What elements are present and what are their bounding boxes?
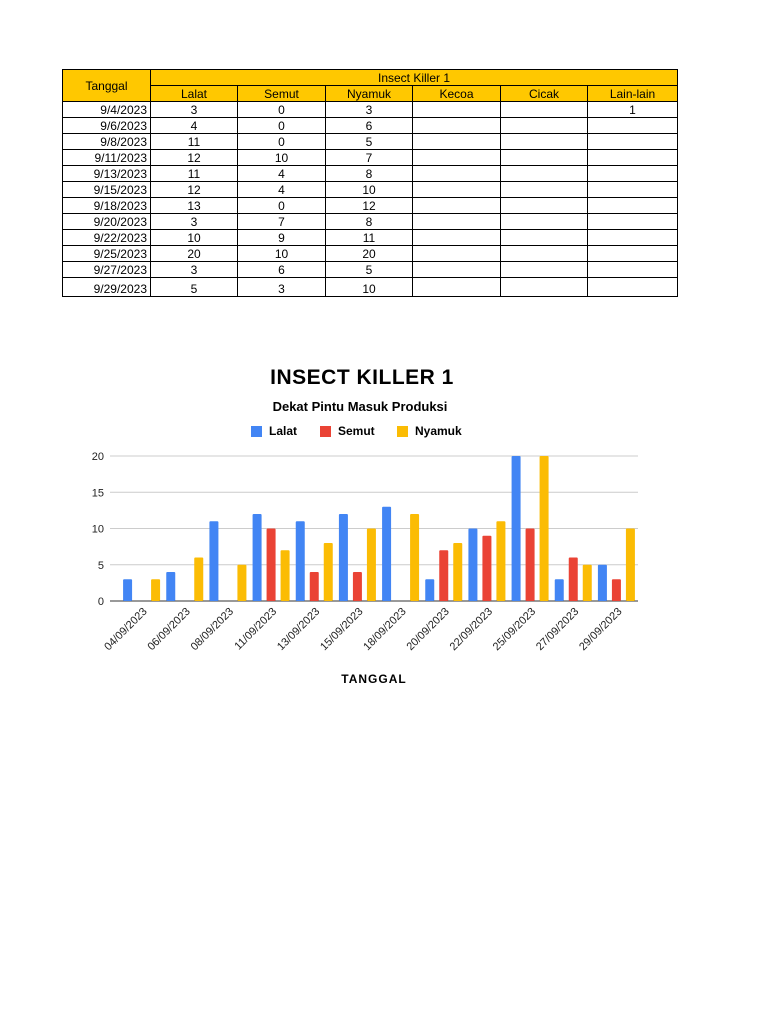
cell-value xyxy=(588,150,678,166)
cell-value xyxy=(501,198,588,214)
cell-value: 9 xyxy=(238,230,326,246)
cell-value xyxy=(413,246,501,262)
cell-date: 9/25/2023 xyxy=(63,246,151,262)
chart-legend xyxy=(251,424,462,438)
bar-lalat-11 xyxy=(598,565,607,601)
cell-value xyxy=(501,166,588,182)
cell-date: 9/4/2023 xyxy=(63,102,151,118)
cell-value xyxy=(588,134,678,150)
cell-value xyxy=(501,214,588,230)
bar-nyamuk-0 xyxy=(151,579,160,601)
x-tick-label: 11/09/2023 xyxy=(232,605,280,653)
cell-value: 20 xyxy=(151,246,238,262)
table-row xyxy=(63,278,678,297)
cell-value: 5 xyxy=(151,278,238,297)
chart-title: INSECT KILLER 1 xyxy=(270,366,454,389)
bar-nyamuk-8 xyxy=(496,521,505,601)
bar-semut-7 xyxy=(439,550,448,601)
cell-value: 12 xyxy=(151,150,238,166)
bar-nyamuk-7 xyxy=(453,543,462,601)
cell-value: 5 xyxy=(326,262,413,278)
cell-value xyxy=(588,262,678,278)
legend-label-nyamuk: Nyamuk xyxy=(415,424,462,438)
cell-value: 20 xyxy=(326,246,413,262)
x-tick-label: 22/09/2023 xyxy=(447,605,496,654)
bar-semut-11 xyxy=(612,579,621,601)
cell-value xyxy=(413,230,501,246)
header-nyamuk: Nyamuk xyxy=(326,86,413,102)
table-row xyxy=(63,102,678,118)
header-semut: Semut xyxy=(238,86,326,102)
cell-value xyxy=(588,118,678,134)
bar-nyamuk-9 xyxy=(540,456,549,601)
bar-semut-4 xyxy=(310,572,319,601)
bar-nyamuk-11 xyxy=(626,529,635,602)
cell-value: 8 xyxy=(326,214,413,230)
cell-date: 9/18/2023 xyxy=(63,198,151,214)
x-tick-label: 04/09/2023 xyxy=(102,605,150,654)
bar-lalat-0 xyxy=(123,579,132,601)
cell-date: 9/6/2023 xyxy=(63,118,151,134)
cell-value: 5 xyxy=(326,134,413,150)
header-date: Tanggal xyxy=(63,70,151,102)
cell-value: 1 xyxy=(588,102,678,118)
cell-value xyxy=(413,182,501,198)
cell-value: 6 xyxy=(326,118,413,134)
cell-value xyxy=(588,198,678,214)
cell-value: 0 xyxy=(238,198,326,214)
chart-subtitle: Dekat Pintu Masuk Produksi xyxy=(272,399,448,414)
bar-lalat-3 xyxy=(253,514,262,601)
chart-x-ticks xyxy=(102,606,624,653)
cell-value xyxy=(501,230,588,246)
cell-date: 9/27/2023 xyxy=(63,262,151,278)
cell-value xyxy=(501,182,588,198)
cell-value: 0 xyxy=(238,118,326,134)
table-row xyxy=(63,246,678,262)
cell-value: 4 xyxy=(151,118,238,134)
x-tick-label: 13/09/2023 xyxy=(274,605,323,654)
bar-nyamuk-3 xyxy=(281,550,290,601)
legend-label-lalat: Lalat xyxy=(269,424,298,438)
cell-value xyxy=(588,230,678,246)
bar-lalat-2 xyxy=(209,521,218,601)
bar-nyamuk-10 xyxy=(583,565,592,601)
cell-value: 12 xyxy=(151,182,238,198)
y-tick-label: 10 xyxy=(91,523,104,536)
x-tick-label: 27/09/2023 xyxy=(533,605,582,654)
table-row xyxy=(63,230,678,246)
bar-semut-10 xyxy=(569,558,578,602)
x-tick-label: 25/09/2023 xyxy=(490,605,539,654)
cell-value xyxy=(413,118,501,134)
cell-value: 4 xyxy=(238,166,326,182)
cell-date: 9/15/2023 xyxy=(63,182,151,198)
cell-value: 3 xyxy=(151,102,238,118)
cell-value: 10 xyxy=(238,246,326,262)
bar-chart xyxy=(0,350,768,700)
cell-value: 11 xyxy=(151,166,238,182)
cell-value: 3 xyxy=(238,278,326,297)
cell-value: 12 xyxy=(326,198,413,214)
cell-value: 4 xyxy=(238,182,326,198)
table-row xyxy=(63,166,678,182)
bar-lalat-1 xyxy=(166,572,175,601)
header-cicak: Cicak xyxy=(501,86,588,102)
cell-value xyxy=(501,134,588,150)
table-row xyxy=(63,150,678,166)
cell-value: 10 xyxy=(326,278,413,297)
cell-value xyxy=(413,198,501,214)
cell-value: 0 xyxy=(238,134,326,150)
table-row xyxy=(63,118,678,134)
x-tick-label: 06/09/2023 xyxy=(145,605,193,654)
cell-value: 3 xyxy=(326,102,413,118)
cell-value: 10 xyxy=(326,182,413,198)
cell-value xyxy=(501,278,588,297)
cell-value: 13 xyxy=(151,198,238,214)
y-tick-label: 5 xyxy=(97,559,104,572)
cell-value xyxy=(413,150,501,166)
cell-value xyxy=(501,150,588,166)
cell-value xyxy=(588,166,678,182)
header-kecoa: Kecoa xyxy=(413,86,501,102)
bar-lalat-4 xyxy=(296,521,305,601)
cell-value: 10 xyxy=(238,150,326,166)
bar-nyamuk-6 xyxy=(410,514,419,601)
cell-value: 10 xyxy=(151,230,238,246)
bar-lalat-9 xyxy=(512,456,521,601)
legend-swatch-lalat xyxy=(251,426,262,437)
cell-value xyxy=(501,246,588,262)
bar-lalat-8 xyxy=(468,529,477,602)
bar-semut-3 xyxy=(267,529,276,602)
cell-value: 11 xyxy=(151,134,238,150)
cell-value xyxy=(413,166,501,182)
cell-value xyxy=(413,278,501,297)
table-row xyxy=(63,214,678,230)
y-tick-label: 20 xyxy=(91,451,104,463)
header-lain-lain: Lain-lain xyxy=(588,86,678,102)
x-tick-label: 18/09/2023 xyxy=(361,605,409,654)
legend-label-semut: Semut xyxy=(338,424,375,438)
bar-nyamuk-4 xyxy=(324,543,333,601)
x-tick-label: 15/09/2023 xyxy=(318,605,366,654)
cell-value xyxy=(413,214,501,230)
bar-semut-5 xyxy=(353,572,362,601)
bar-nyamuk-2 xyxy=(237,565,246,601)
cell-value xyxy=(588,214,678,230)
bar-lalat-7 xyxy=(425,579,434,601)
cell-date: 9/13/2023 xyxy=(63,166,151,182)
cell-value: 0 xyxy=(238,102,326,118)
cell-value xyxy=(413,134,501,150)
cell-value: 11 xyxy=(326,230,413,246)
bar-semut-9 xyxy=(526,529,535,602)
bar-nyamuk-5 xyxy=(367,529,376,602)
cell-date: 9/20/2023 xyxy=(63,214,151,230)
table-row xyxy=(63,262,678,278)
cell-date: 9/22/2023 xyxy=(63,230,151,246)
table-row xyxy=(63,198,678,214)
cell-value: 7 xyxy=(238,214,326,230)
cell-value xyxy=(501,262,588,278)
cell-date: 9/8/2023 xyxy=(63,134,151,150)
cell-date: 9/11/2023 xyxy=(63,150,151,166)
x-tick-label: 20/09/2023 xyxy=(404,605,452,654)
cell-value xyxy=(588,246,678,262)
cell-value xyxy=(413,262,501,278)
x-axis-label: TANGGAL xyxy=(341,672,407,686)
cell-value xyxy=(501,118,588,134)
y-tick-label: 15 xyxy=(91,487,104,500)
table-row xyxy=(63,134,678,150)
x-tick-label: 29/09/2023 xyxy=(577,605,625,654)
bar-semut-8 xyxy=(482,536,491,601)
cell-value: 3 xyxy=(151,262,238,278)
cell-value xyxy=(413,102,501,118)
y-tick-label: 0 xyxy=(97,596,104,608)
data-table xyxy=(62,69,678,297)
cell-value: 6 xyxy=(238,262,326,278)
cell-value xyxy=(588,278,678,297)
x-tick-label: 08/09/2023 xyxy=(188,605,237,654)
bar-lalat-10 xyxy=(555,579,564,601)
header-group-title: Insect Killer 1 xyxy=(151,70,678,86)
header-lalat: Lalat xyxy=(151,86,238,102)
legend-swatch-semut xyxy=(320,426,331,437)
cell-value: 8 xyxy=(326,166,413,182)
bar-lalat-6 xyxy=(382,507,391,601)
cell-date: 9/29/2023 xyxy=(63,278,151,297)
bar-nyamuk-1 xyxy=(194,558,203,602)
cell-value: 3 xyxy=(151,214,238,230)
cell-value: 7 xyxy=(326,150,413,166)
legend-swatch-nyamuk xyxy=(397,426,408,437)
table-row xyxy=(63,182,678,198)
bar-lalat-5 xyxy=(339,514,348,601)
cell-value xyxy=(501,102,588,118)
cell-value xyxy=(588,182,678,198)
